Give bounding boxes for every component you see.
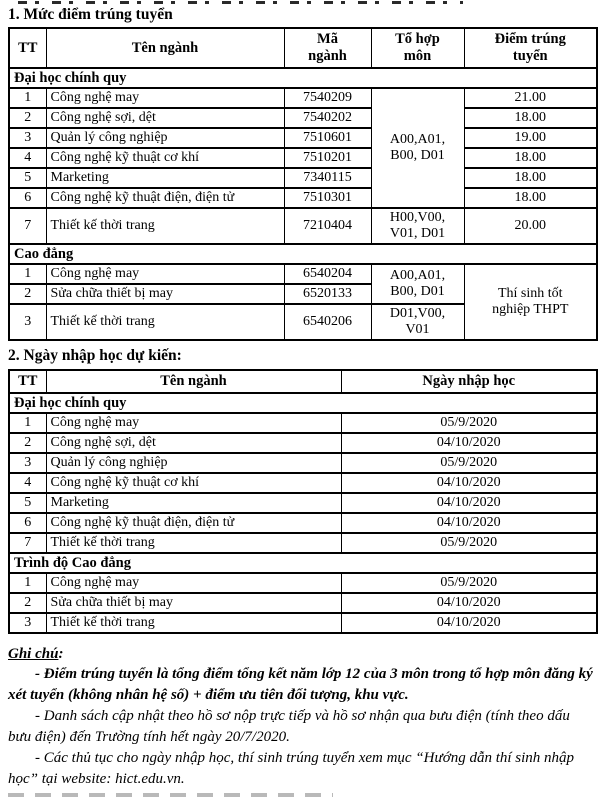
major-code-cell: 6540206 <box>284 304 371 340</box>
clipped-text-bottom <box>8 793 333 797</box>
major-name-cell: Công nghệ may <box>46 573 341 593</box>
major-code-cell: 7210404 <box>284 208 371 244</box>
table-row <box>9 413 597 433</box>
major-name-cell: Công nghệ sợi, dệt <box>46 108 284 128</box>
table-row <box>9 493 597 513</box>
tt-cell: 5 <box>9 493 46 513</box>
table-row <box>9 208 597 244</box>
notes-colon: : <box>58 646 64 662</box>
tt-cell: 3 <box>9 304 46 340</box>
table-row <box>9 88 597 108</box>
tt-cell: 2 <box>9 433 46 453</box>
col-header-score: Điểm trúng tuyển <box>464 28 597 68</box>
major-code-cell: 7540209 <box>284 88 371 108</box>
table-row <box>9 533 597 553</box>
major-name-cell: Marketing <box>46 168 284 188</box>
col-header-date: Ngày nhập học <box>341 370 597 393</box>
major-name-cell: Công nghệ may <box>46 88 284 108</box>
score-cell: 20.00 <box>464 208 597 244</box>
score-cell: 19.00 <box>464 128 597 148</box>
table-row <box>9 168 597 188</box>
col-header-tt: TT <box>9 28 46 68</box>
admission-scores-table <box>8 27 598 341</box>
col-header-code: Mã ngành <box>284 28 371 68</box>
date-cell: 05/9/2020 <box>341 453 597 473</box>
major-name-cell: Công nghệ kỹ thuật cơ khí <box>46 473 341 493</box>
subject-combo-cell: A00,A01, B00, D01 <box>371 264 464 304</box>
tt-cell: 6 <box>9 513 46 533</box>
score-cell: 18.00 <box>464 188 597 208</box>
section-row-college: Cao đẳng <box>9 244 597 264</box>
note-item: - Các thủ tục cho ngày nhập học, thí sinh trúng tuyển xem mục “Hướng dẫn thí sinh nhập học” tại website: hict.edu.vn. <box>8 750 575 787</box>
note-item: - Điểm trúng tuyển là tổng điểm tổng kết năm lớp 12 của 3 môn trong tổ hợp môn đăng ký xét tuyển (không nhân hệ số) + điểm ưu tiên đối tượng, khu vực. <box>8 666 593 703</box>
table-row <box>9 148 597 168</box>
tt-cell: 2 <box>9 108 46 128</box>
tt-cell: 7 <box>9 208 46 244</box>
subject-combo-cell: A00,A01, B00, D01 <box>371 88 464 208</box>
major-name-cell: Công nghệ sợi, dệt <box>46 433 341 453</box>
notes-heading <box>8 644 596 664</box>
section-1-heading: 1. Mức điểm trúng tuyển <box>8 6 173 23</box>
table-header-row <box>9 370 597 393</box>
date-cell: 05/9/2020 <box>341 573 597 593</box>
tt-cell: 3 <box>9 453 46 473</box>
major-name-cell: Công nghệ kỹ thuật điện, điện tử <box>46 513 341 533</box>
tt-cell: 1 <box>9 413 46 433</box>
subject-combo-cell: D01,V00, V01 <box>371 304 464 340</box>
section-row-university: Đại học chính quy <box>9 68 597 88</box>
major-name-cell: Marketing <box>46 493 341 513</box>
date-cell: 04/10/2020 <box>341 493 597 513</box>
major-code-cell: 7510201 <box>284 148 371 168</box>
table-row <box>9 128 597 148</box>
section-row-college: Trình độ Cao đẳng <box>9 553 597 573</box>
tt-cell: 5 <box>9 168 46 188</box>
major-code-cell: 6540204 <box>284 264 371 284</box>
col-header-major: Tên ngành <box>46 370 341 393</box>
date-cell: 04/10/2020 <box>341 433 597 453</box>
table-row <box>9 453 597 473</box>
major-name-cell: Quản lý công nghiệp <box>46 453 341 473</box>
major-name-cell: Quản lý công nghiệp <box>46 128 284 148</box>
section-2-heading: 2. Ngày nhập học dự kiến: <box>8 347 182 364</box>
score-cell: 18.00 <box>464 168 597 188</box>
tt-cell: 1 <box>9 573 46 593</box>
major-name-cell: Công nghệ may <box>46 264 284 284</box>
date-cell: 05/9/2020 <box>341 533 597 553</box>
major-name-cell: Thiết kế thời trang <box>46 208 284 244</box>
major-name-cell: Công nghệ kỹ thuật điện, điện tử <box>46 188 284 208</box>
score-cell: 18.00 <box>464 108 597 128</box>
enrollment-dates-table <box>8 369 598 634</box>
table-row <box>9 613 597 633</box>
date-cell: 04/10/2020 <box>341 473 597 493</box>
major-name-cell: Công nghệ kỹ thuật cơ khí <box>46 148 284 168</box>
tt-cell: 1 <box>9 88 46 108</box>
col-header-combo: Tổ hợp môn <box>371 28 464 68</box>
tt-cell: 2 <box>9 593 46 613</box>
subject-combo-cell: H00,V00, V01, D01 <box>371 208 464 244</box>
tt-cell: 6 <box>9 188 46 208</box>
major-code-cell: 7510601 <box>284 128 371 148</box>
major-name-cell: Công nghệ may <box>46 413 341 433</box>
tt-cell: 7 <box>9 533 46 553</box>
section-row-university: Đại học chính quy <box>9 393 597 413</box>
tt-cell: 4 <box>9 148 46 168</box>
table-row <box>9 264 597 284</box>
major-name-cell: Thiết kế thời trang <box>46 304 284 340</box>
major-name-cell: Sửa chữa thiết bị may <box>46 593 341 613</box>
table-row <box>9 573 597 593</box>
tt-cell: 2 <box>9 284 46 304</box>
table-row <box>9 433 597 453</box>
major-code-cell: 7340115 <box>284 168 371 188</box>
table-row <box>9 513 597 533</box>
score-cell: 18.00 <box>464 148 597 168</box>
tt-cell: 3 <box>9 613 46 633</box>
tt-cell: 1 <box>9 264 46 284</box>
major-name-cell: Thiết kế thời trang <box>46 533 341 553</box>
table-row <box>9 473 597 493</box>
notes-section <box>8 644 596 797</box>
major-name-cell: Sửa chữa thiết bị may <box>46 284 284 304</box>
clipped-text-top <box>18 1 463 4</box>
table-header-row <box>9 28 597 68</box>
date-cell: 04/10/2020 <box>341 593 597 613</box>
major-code-cell: 6520133 <box>284 284 371 304</box>
table-row <box>9 188 597 208</box>
major-code-cell: 7540202 <box>284 108 371 128</box>
date-cell: 04/10/2020 <box>341 513 597 533</box>
tt-cell: 4 <box>9 473 46 493</box>
date-cell: 05/9/2020 <box>341 413 597 433</box>
note-item: - Danh sách cập nhật theo hồ sơ nộp trực tiếp và hồ sơ nhận qua bưu điện (tính theo dấu bưu điện) đến Trường tính hết ngày 20/7/2020. <box>8 708 570 745</box>
tt-cell: 3 <box>9 128 46 148</box>
score-cell: 21.00 <box>464 88 597 108</box>
table-row <box>9 108 597 128</box>
table-row <box>9 593 597 613</box>
col-header-tt: TT <box>9 370 46 393</box>
major-name-cell: Thiết kế thời trang <box>46 613 341 633</box>
notes-title: Ghi chú <box>8 646 59 662</box>
major-code-cell: 7510301 <box>284 188 371 208</box>
graduation-requirement-cell: Thí sinh tốt nghiệp THPT <box>464 264 597 340</box>
col-header-major: Tên ngành <box>46 28 284 68</box>
date-cell: 04/10/2020 <box>341 613 597 633</box>
